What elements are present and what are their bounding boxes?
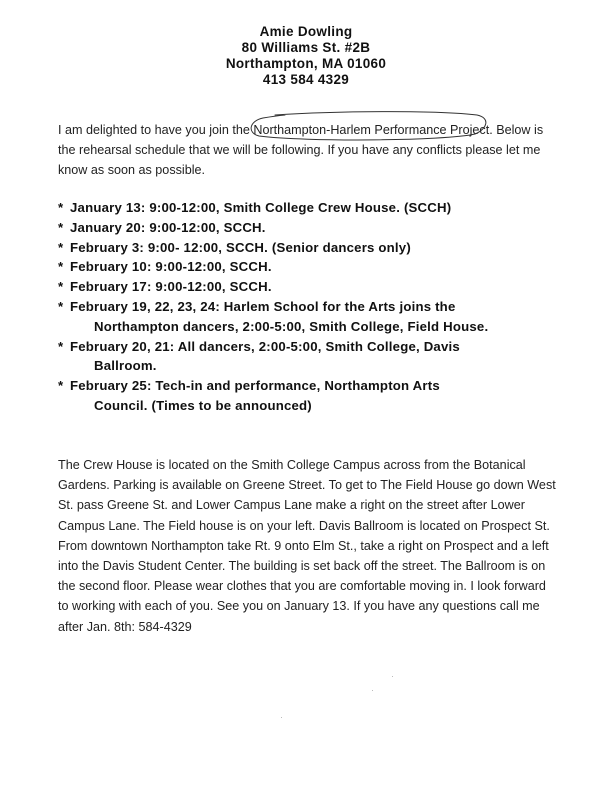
intro-paragraph: [58, 120, 558, 180]
schedule-item: [58, 376, 558, 416]
scan-speck: [281, 717, 282, 718]
sender-street: 80 Williams St. #2B: [241, 40, 371, 55]
schedule-item: [58, 297, 558, 337]
schedule-item-text: January 20: 9:00-12:00, SCCH.: [70, 219, 266, 235]
schedule-item-text: January 13: 9:00-12:00, Smith College Crew House. (SCCH): [70, 200, 452, 215]
schedule-item-continuation: Northampton dancers, 2:00-5:00, Smith College, Field House.: [94, 318, 489, 334]
schedule-item-text: February 20, 21: All dancers, 2:00-5:00, Smith College, Davis: [70, 338, 460, 354]
sender-city: Northampton, MA 01060: [225, 56, 387, 71]
rehearsal-schedule: [58, 198, 558, 416]
bullet-asterisk: *: [58, 259, 64, 275]
schedule-item-text: February 19, 22, 23, 24: Harlem School for the Arts joins the: [70, 298, 456, 314]
schedule-item: [58, 337, 558, 377]
schedule-item: [58, 218, 558, 238]
schedule-item-continuation: Council. (Times to be announced): [94, 397, 312, 413]
sender-phone: 413 584 4329: [262, 72, 350, 87]
bullet-asterisk: *: [58, 338, 64, 354]
letterhead: [0, 24, 612, 88]
schedule-item: [58, 277, 558, 297]
schedule-item: [58, 257, 558, 277]
bullet-asterisk: *: [58, 279, 64, 295]
bullet-asterisk: *: [58, 239, 64, 255]
bullet-asterisk: *: [58, 298, 64, 314]
intro-text-end: Project. Below is the rehearsal schedule that we will be following. If you have any conflicts please let me know as soon as possible.: [58, 123, 544, 177]
project-name: Northampton-Harlem Performance: [253, 123, 447, 137]
bullet-asterisk: *: [58, 378, 64, 394]
sender-name: Amie Dowling: [259, 24, 353, 39]
scan-speck: [392, 676, 393, 677]
schedule-item-continuation: Ballroom.: [94, 358, 157, 374]
bullet-asterisk: *: [58, 200, 64, 215]
schedule-item-text: February 17: 9:00-12:00, SCCH.: [70, 279, 272, 295]
bullet-asterisk: *: [58, 219, 64, 235]
schedule-item-text: February 3: 9:00- 12:00, SCCH. (Senior dancers only): [70, 239, 411, 255]
intro-text-start: I am delighted to have you join the: [58, 123, 254, 137]
schedule-item: [58, 238, 558, 258]
project-name-circled: [253, 120, 446, 140]
directions-paragraph: The Crew House is located on the Smith College Campus across from the Botanical Gardens. Parking is available on Greene Street. To get to The Field House go down West St. pass Greene St. and Lower Campus Lane make a right on the street after Lower Campus Lane. The Field house is on your left. Davis Ballroom is located on Prospect St. From downtown Northampton take Rt. 9 onto Elm St., take a right on Prospect and a left into the Davis Student Center. The building is set back off the street. The Ballroom is on the second floor. Please wear clothes that you are comfortable moving in. I look forward to working with each of you. See you on January 13. If you have any questions call me after Jan. 8th: 584-4329: [58, 458, 556, 634]
scan-speck: [372, 690, 373, 691]
schedule-item-text: February 25: Tech-in and performance, Northampton Arts: [70, 378, 440, 394]
schedule-item: [58, 198, 558, 218]
schedule-item-text: February 10: 9:00-12:00, SCCH.: [70, 259, 272, 275]
